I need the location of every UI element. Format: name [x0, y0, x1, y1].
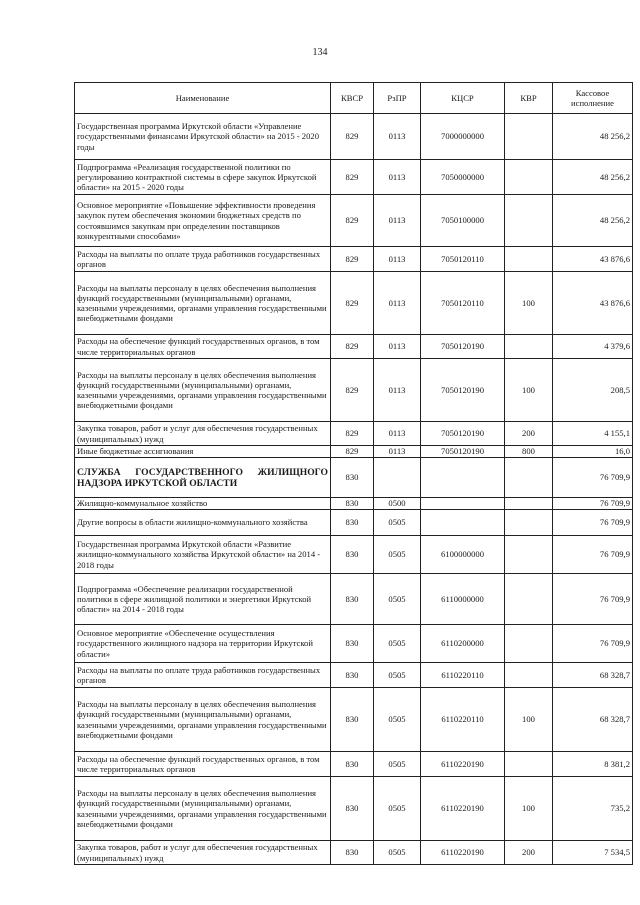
- row-kcsr: 6110200000: [421, 625, 505, 663]
- row-amount: 48 256,2: [553, 195, 633, 247]
- header-cash-execution: Кассовое исполнение: [553, 83, 633, 114]
- table-row: [75, 841, 633, 865]
- row-kvsr: 830: [331, 510, 374, 536]
- table-row: [75, 272, 633, 335]
- row-amount: 7 534,5: [553, 841, 633, 865]
- row-kvsr: 830: [331, 841, 374, 865]
- row-rzpr: 0505: [374, 688, 421, 752]
- row-kcsr: [421, 458, 505, 498]
- row-kcsr: 6110220110: [421, 688, 505, 752]
- row-kvr: [505, 510, 553, 536]
- row-kvr: [505, 458, 553, 498]
- row-rzpr: 0505: [374, 663, 421, 688]
- row-kvsr: 830: [331, 536, 374, 574]
- row-kcsr: 6110220190: [421, 777, 505, 841]
- row-kcsr: 7050120190: [421, 422, 505, 446]
- row-name: Расходы на обеспечение функций государственных органов, в том числе территориальных органов: [75, 752, 331, 777]
- row-kcsr: 6110220190: [421, 841, 505, 865]
- row-rzpr: 0505: [374, 841, 421, 865]
- row-name: Расходы на выплаты по оплате труда работников государственных органов: [75, 663, 331, 688]
- row-rzpr: 0505: [374, 752, 421, 777]
- table-row: [75, 160, 633, 195]
- row-kvsr: 830: [331, 777, 374, 841]
- row-amount: 76 709,9: [553, 458, 633, 498]
- row-kvr: 100: [505, 272, 553, 335]
- row-kvsr: 830: [331, 498, 374, 510]
- row-kvsr: 829: [331, 160, 374, 195]
- table-row: [75, 422, 633, 446]
- row-name: Закупка товаров, работ и услуг для обеспечения государственных (муниципальных) нужд: [75, 422, 331, 446]
- table-header: [75, 83, 633, 114]
- row-rzpr: 0113: [374, 247, 421, 272]
- row-rzpr: 0505: [374, 777, 421, 841]
- header-name: Наименование: [75, 83, 331, 114]
- row-amount: 48 256,2: [553, 160, 633, 195]
- row-kvsr: 829: [331, 446, 374, 458]
- row-kvr: 100: [505, 688, 553, 752]
- row-amount: 76 709,9: [553, 510, 633, 536]
- row-kcsr: 7050120190: [421, 335, 505, 359]
- row-rzpr: 0113: [374, 335, 421, 359]
- row-rzpr: 0505: [374, 625, 421, 663]
- row-amount: 208,5: [553, 359, 633, 422]
- table-row: [75, 777, 633, 841]
- page-number: 134: [312, 47, 328, 58]
- row-kvr: [505, 160, 553, 195]
- row-rzpr: 0113: [374, 446, 421, 458]
- row-kvr: [505, 574, 553, 625]
- row-name: Расходы на выплаты персоналу в целях обеспечения выполнения функций государственными (муниципальными) органами, казенными учреждениями, органами управления государственными внебюджетными фондами: [75, 359, 331, 422]
- row-kvsr: 830: [331, 688, 374, 752]
- row-amount: 735,2: [553, 777, 633, 841]
- row-kvsr: 829: [331, 114, 374, 160]
- row-kcsr: 7050120110: [421, 272, 505, 335]
- row-name: Иные бюджетные ассигнования: [75, 446, 331, 458]
- row-amount: 68 328,7: [553, 663, 633, 688]
- row-name: Другие вопросы в области жилищно-коммунального хозяйства: [75, 510, 331, 536]
- table-row: [75, 688, 633, 752]
- row-kvr: [505, 536, 553, 574]
- row-name: Жилищно-коммунальное хозяйство: [75, 498, 331, 510]
- row-kvsr: 829: [331, 272, 374, 335]
- table-row: [75, 663, 633, 688]
- table-row: [75, 446, 633, 458]
- header-row: [75, 83, 633, 114]
- row-kvr: [505, 114, 553, 160]
- row-name: Расходы на выплаты персоналу в целях обеспечения выполнения функций государственными (муниципальными) органами, казенными учреждениями, органами управления государственными внебюджетными фондами: [75, 688, 331, 752]
- row-name: Расходы на выплаты персоналу в целях обеспечения выполнения функций государственными (муниципальными) органами, казенными учреждениями, органами управления государственными внебюджетными фондами: [75, 272, 331, 335]
- row-kvsr: 829: [331, 335, 374, 359]
- table-row: [75, 359, 633, 422]
- table-row: [75, 574, 633, 625]
- row-rzpr: 0113: [374, 160, 421, 195]
- row-rzpr: 0505: [374, 574, 421, 625]
- row-amount: 8 381,2: [553, 752, 633, 777]
- row-amount: 16,0: [553, 446, 633, 458]
- row-rzpr: 0113: [374, 272, 421, 335]
- row-kvsr: 829: [331, 247, 374, 272]
- header-kcsr: КЦСР: [421, 83, 505, 114]
- row-kcsr: [421, 498, 505, 510]
- table-row: [75, 247, 633, 272]
- row-kvr: 200: [505, 422, 553, 446]
- row-amount: 43 876,6: [553, 247, 633, 272]
- row-amount: 76 709,9: [553, 536, 633, 574]
- row-kvsr: 829: [331, 195, 374, 247]
- row-kvr: [505, 247, 553, 272]
- table-row: [75, 536, 633, 574]
- table-row: [75, 114, 633, 160]
- row-kcsr: 7050120110: [421, 247, 505, 272]
- row-rzpr: 0113: [374, 359, 421, 422]
- row-kvr: [505, 625, 553, 663]
- row-kvsr: 829: [331, 422, 374, 446]
- table-row: [75, 510, 633, 536]
- row-rzpr: 0505: [374, 536, 421, 574]
- row-kvsr: 830: [331, 625, 374, 663]
- row-kcsr: 7050120190: [421, 359, 505, 422]
- row-kvsr: 830: [331, 458, 374, 498]
- row-kvr: [505, 335, 553, 359]
- row-kcsr: 6110000000: [421, 574, 505, 625]
- row-kcsr: 7050120190: [421, 446, 505, 458]
- budget-execution-table: [74, 82, 633, 865]
- row-rzpr: 0113: [374, 195, 421, 247]
- row-kvr: 100: [505, 777, 553, 841]
- row-rzpr: 0113: [374, 114, 421, 160]
- row-kvr: 800: [505, 446, 553, 458]
- row-kvsr: 830: [331, 752, 374, 777]
- row-kcsr: [421, 510, 505, 536]
- row-amount: 76 709,9: [553, 498, 633, 510]
- row-kvr: 100: [505, 359, 553, 422]
- row-amount: 4 379,6: [553, 335, 633, 359]
- row-name: Основное мероприятие «Повышение эффективности проведения закупок путем обеспечения экономии бюджетных средств по состоявшимся закупкам при определении поставщиков конкурентными способами»: [75, 195, 331, 247]
- row-kcsr: 6110220190: [421, 752, 505, 777]
- row-name: СЛУЖБА ГОСУДАРСТВЕННОГО ЖИЛИЩНОГО НАДЗОРА ИРКУТСКОЙ ОБЛАСТИ: [75, 458, 331, 498]
- row-kcsr: 6110220110: [421, 663, 505, 688]
- table-body: [75, 114, 633, 865]
- table-row: [75, 458, 633, 498]
- row-rzpr: 0113: [374, 422, 421, 446]
- row-kcsr: 7050000000: [421, 160, 505, 195]
- row-amount: 43 876,6: [553, 272, 633, 335]
- row-name: Расходы на обеспечение функций государственных органов, в том числе территориальных органов: [75, 335, 331, 359]
- row-name: Подпрограмма «Обеспечение реализации государственной политики в сфере жилищной политики и энергетики Иркутской области» на 2014 - 2018 годы: [75, 574, 331, 625]
- table-row: [75, 625, 633, 663]
- row-amount: 68 328,7: [553, 688, 633, 752]
- row-name: Государственная программа Иркутской области «Управление государственными финансами Иркутской области» на 2015 - 2020 годы: [75, 114, 331, 160]
- row-name: Государственная программа Иркутской области «Развитие жилищно-коммунального хозяйства Иркутской области» на 2014 - 2018 годы: [75, 536, 331, 574]
- row-rzpr: [374, 458, 421, 498]
- row-kvsr: 830: [331, 663, 374, 688]
- row-kcsr: 6100000000: [421, 536, 505, 574]
- header-kvsr: КВСР: [331, 83, 374, 114]
- row-kvsr: 830: [331, 574, 374, 625]
- row-amount: 76 709,9: [553, 625, 633, 663]
- header-kvr: КВР: [505, 83, 553, 114]
- row-name: Расходы на выплаты персоналу в целях обеспечения выполнения функций государственными (муниципальными) органами, казенными учреждениями, органами управления государственными внебюджетными фондами: [75, 777, 331, 841]
- row-name: Закупка товаров, работ и услуг для обеспечения государственных (муниципальных) нужд: [75, 841, 331, 865]
- row-name: Подпрограмма «Реализация государственной политики по регулированию контрактной системы в сфере закупок Иркутской области» на 2015 - 2020 годы: [75, 160, 331, 195]
- row-kvr: [505, 752, 553, 777]
- header-rzpr: РзПР: [374, 83, 421, 114]
- row-amount: 76 709,9: [553, 574, 633, 625]
- row-name: Расходы на выплаты по оплате труда работников государственных органов: [75, 247, 331, 272]
- row-kvr: 200: [505, 841, 553, 865]
- table-row: [75, 752, 633, 777]
- row-amount: 48 256,2: [553, 114, 633, 160]
- row-kvsr: 829: [331, 359, 374, 422]
- row-kvr: [505, 498, 553, 510]
- row-rzpr: 0505: [374, 510, 421, 536]
- row-amount: 4 155,1: [553, 422, 633, 446]
- row-rzpr: 0500: [374, 498, 421, 510]
- row-kvr: [505, 663, 553, 688]
- row-name: Основное мероприятие «Обеспечение осуществления государственного жилищного надзора на территории Иркутской области»: [75, 625, 331, 663]
- table-row: [75, 195, 633, 247]
- row-kcsr: 7050100000: [421, 195, 505, 247]
- table-row: [75, 498, 633, 510]
- table-row: [75, 335, 633, 359]
- row-kcsr: 7000000000: [421, 114, 505, 160]
- row-kvr: [505, 195, 553, 247]
